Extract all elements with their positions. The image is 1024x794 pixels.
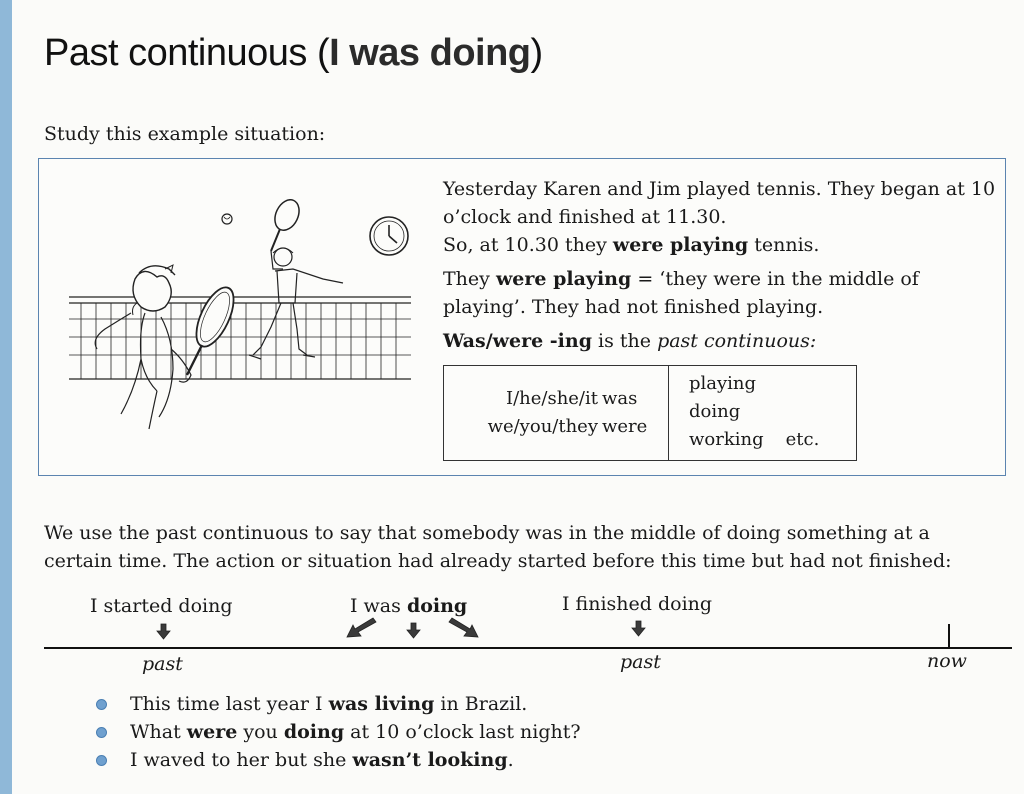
bullet-icon xyxy=(96,699,107,710)
text-run: you xyxy=(237,721,284,743)
example-sentences xyxy=(96,690,581,774)
timeline-past-right: past xyxy=(620,651,661,673)
page-title xyxy=(44,32,543,75)
list-item xyxy=(96,746,581,774)
text-run: tennis. xyxy=(748,234,820,256)
bold-run: Was/were -ing xyxy=(443,330,592,352)
bold-run: were playing xyxy=(612,234,749,256)
bold-run: was living xyxy=(328,693,435,715)
timeline-start-label: I started doing xyxy=(90,595,233,617)
bullet-icon xyxy=(96,727,107,738)
situation-para1b xyxy=(443,231,999,259)
form-ing: doing xyxy=(689,401,741,422)
list-item xyxy=(96,718,581,746)
bold-run: were playing xyxy=(495,268,632,290)
title-bold: I was doing xyxy=(329,32,531,74)
form-verb: was xyxy=(602,388,638,409)
situation-para1: Yesterday Karen and Jim played tennis. They began at 10 o’clock and finished at 11.30. xyxy=(443,178,996,228)
down-left-arrow-icon xyxy=(347,618,376,637)
timeline-now: now xyxy=(927,650,967,672)
down-arrow-icon xyxy=(632,621,645,636)
bullet-icon xyxy=(96,755,107,766)
title-close: ) xyxy=(530,32,543,74)
form-etc: etc. xyxy=(785,429,820,450)
timeline-end-label: I finished doing xyxy=(562,593,713,615)
usage-text: We use the past continuous to say that somebody was in the middle of doing something at a certain time. The action or situation had already started before this time but had not finished: xyxy=(44,522,952,572)
example-situation-box xyxy=(38,158,1006,476)
situation-para3 xyxy=(443,327,999,355)
timeline-past-left: past xyxy=(142,653,183,675)
tennis-illustration xyxy=(61,199,421,439)
text-run: . xyxy=(507,749,514,771)
text-run: This time last year I xyxy=(130,693,329,715)
list-item xyxy=(96,690,581,718)
bold-run: wasn’t looking xyxy=(352,749,508,771)
form-ing: working xyxy=(689,429,764,450)
italic-run: past continuous: xyxy=(657,330,817,352)
bold-run: doing xyxy=(283,721,345,743)
text-run: is the xyxy=(592,330,658,352)
text-run: = ‘they were in the middle of playing’. They had not finished playing. xyxy=(443,268,919,318)
situation-para2 xyxy=(443,265,999,321)
form-ing-last xyxy=(689,426,856,454)
form-table-verbs xyxy=(669,366,856,460)
bold-run: doing xyxy=(406,595,468,617)
timeline-diagram xyxy=(0,590,1024,680)
text-run: in Brazil. xyxy=(434,693,528,715)
text-run: What xyxy=(130,721,187,743)
bold-run: were xyxy=(186,721,238,743)
text-run: So, at 10.30 they xyxy=(443,234,613,256)
text-run: They xyxy=(443,268,496,290)
timeline-middle-label xyxy=(350,595,467,617)
intro-text: Study this example situation: xyxy=(44,123,326,145)
text-run: at 10 o’clock last night? xyxy=(344,721,581,743)
situation-text xyxy=(443,175,999,355)
down-right-arrow-icon xyxy=(449,618,478,637)
down-arrow-icon xyxy=(157,624,170,639)
down-arrow-icon xyxy=(407,623,420,638)
form-subject: I/he/she/it xyxy=(505,388,598,409)
form-table-subjects xyxy=(444,366,669,460)
form-verb: were xyxy=(602,416,648,437)
title-plain: Past continuous ( xyxy=(44,32,330,74)
text-run: I waved to her but she xyxy=(130,749,353,771)
text-run: I was xyxy=(350,595,407,617)
form-subject: we/you/they xyxy=(487,416,598,437)
form-ing: playing xyxy=(689,373,757,394)
form-table xyxy=(443,365,857,461)
